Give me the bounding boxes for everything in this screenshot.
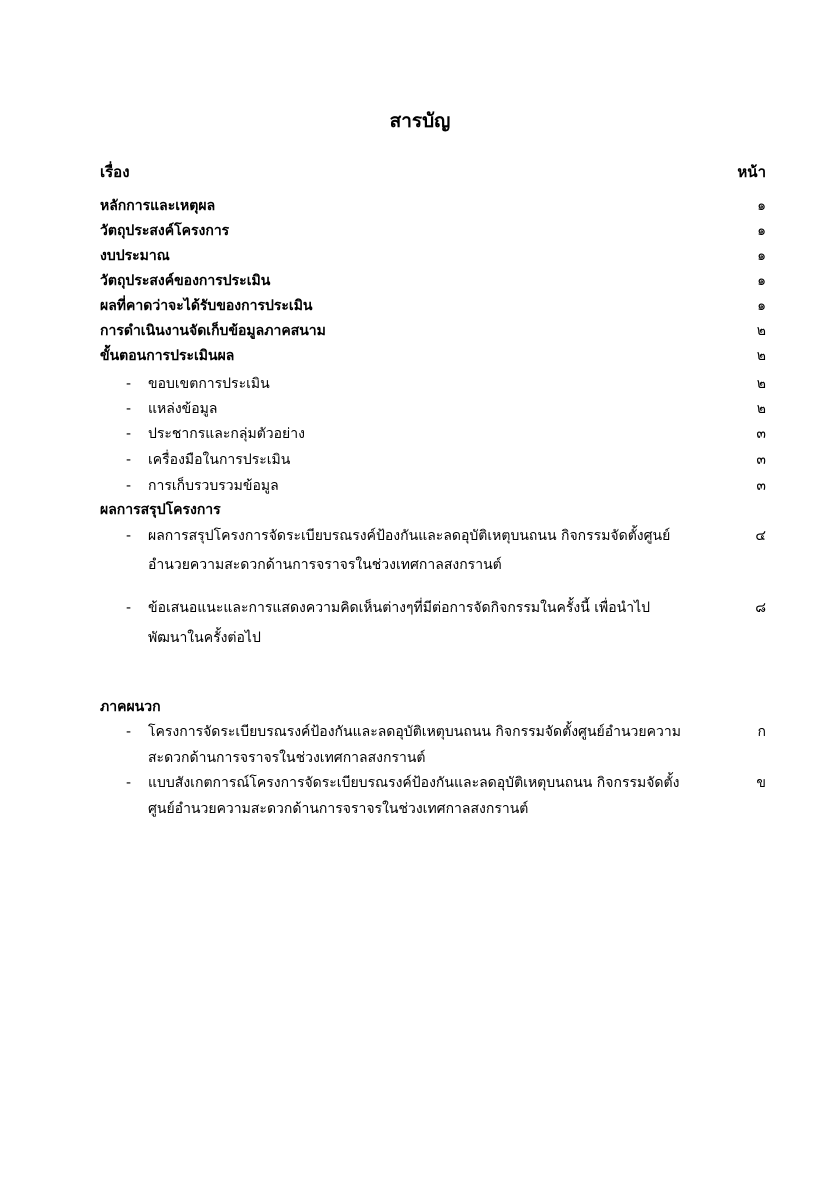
toc-subentry-page: ๓	[756, 426, 766, 442]
toc-subentry-label: ประชากรและกลุ่มตัวอย่าง	[148, 426, 305, 442]
toc-entry	[100, 219, 766, 244]
toc-entry-label: ขั้นตอนการประเมินผล	[100, 348, 235, 364]
toc-subentry-label: การเก็บรวบรวมข้อมูล	[148, 478, 279, 494]
toc-entry	[100, 244, 766, 269]
toc-subentry-label: อำนวยความสะดวกด้านการจราจรในช่วงเทศกาลสงกรานต์	[148, 557, 502, 573]
toc-subentry-label: โครงการจัดระเบียบรณรงค์ป้องกันและลดอุบัติเหตุบนถนน กิจกรรมจัดตั้งศูนย์อำนวยความ	[148, 724, 681, 740]
toc-subentry-label: เครื่องมือในการประเมิน	[148, 452, 291, 468]
toc-entry	[100, 194, 766, 219]
page-title: สารบัญ	[389, 110, 451, 132]
toc-entry-page: ๑	[757, 298, 766, 314]
toc-subentry-page: ก	[757, 724, 766, 740]
bullet-dash: -	[126, 376, 132, 392]
toc-entry-page: ๑	[757, 198, 766, 214]
bullet-dash: -	[126, 478, 132, 494]
bullet-dash: -	[126, 724, 132, 740]
toc-subentry-label: แบบสังเกตการณ์โครงการจัดระเบียบรณรงค์ป้องกันและลดอุบัติเหตุบนถนน กิจกรรมจัดตั้ง	[148, 775, 680, 791]
toc-entry-label: ภาคผนวก	[100, 699, 161, 715]
bullet-dash: -	[126, 528, 132, 544]
toc-entry-label: ผลการสรุปโครงการ	[100, 502, 221, 518]
toc-entry-label: ผลที่คาดว่าจะได้รับของการประเมิน	[100, 298, 313, 314]
toc-entry-page: ๒	[756, 323, 766, 339]
toc-entry	[100, 695, 766, 720]
toc-subentry-page: ๒	[756, 401, 766, 417]
toc-entry	[100, 294, 766, 319]
toc-subentry-page: ๘	[755, 600, 766, 616]
toc-entry-page: ๑	[757, 248, 766, 264]
toc-entry-label: วัตถุประสงค์โครงการ	[100, 223, 230, 239]
bullet-dash: -	[126, 401, 132, 417]
toc-entry	[100, 269, 766, 294]
toc-subentry-label: ศูนย์อำนวยความสะดวกด้านการจราจรในช่วงเทศกาลสงกรานต์	[148, 801, 529, 817]
toc-subentry-label: สะดวกด้านการจราจรในช่วงเทศกาลสงกรานต์	[148, 750, 426, 766]
toc-entry	[100, 344, 766, 369]
toc-subentry-page: ๒	[756, 376, 766, 392]
toc-subentry-page: ๓	[756, 452, 766, 468]
toc-subentry-label: แหล่งข้อมูล	[148, 401, 218, 417]
toc-subentry-label: ผลการสรุปโครงการจัดระเบียบรณรงค์ป้องกันและลดอุบัติเหตุบนถนน กิจกรรมจัดตั้งศูนย์	[148, 528, 671, 544]
toc-entry	[100, 319, 766, 344]
toc-entry-page: ๑	[757, 223, 766, 239]
toc-subentry-label: ข้อเสนอแนะและการแสดงความคิดเห็นต่างๆที่มีต่อการจัดกิจกรรมในครั้งนี้ เพื่อนำไป	[148, 600, 651, 616]
toc-subentry-page: ๔	[755, 528, 766, 544]
toc-entry	[100, 498, 766, 523]
toc-entry-label: หลักการและเหตุผล	[100, 198, 216, 214]
toc-entry-label: วัตถุประสงค์ของการประเมิน	[100, 273, 271, 289]
bullet-dash: -	[126, 600, 132, 616]
toc-subentry-page: ข	[756, 775, 766, 791]
bullet-dash: -	[126, 426, 132, 442]
toc-subentry-label: พัฒนาในครั้งต่อไป	[148, 630, 261, 646]
bullet-dash: -	[126, 775, 132, 791]
toc-subentry-label: ขอบเขตการประเมิน	[148, 376, 270, 392]
bullet-dash: -	[126, 452, 132, 468]
toc-entry-page: ๑	[757, 273, 766, 289]
toc-entry-label: งบประมาณ	[100, 248, 170, 264]
header-topic: เรื่อง	[100, 163, 130, 181]
toc-entry-label: การดำเนินงานจัดเก็บข้อมูลภาคสนาม	[100, 323, 326, 339]
toc-entry-page: ๒	[756, 348, 766, 364]
toc-subentry-page: ๓	[756, 478, 766, 494]
header-page: หน้า	[737, 163, 766, 181]
